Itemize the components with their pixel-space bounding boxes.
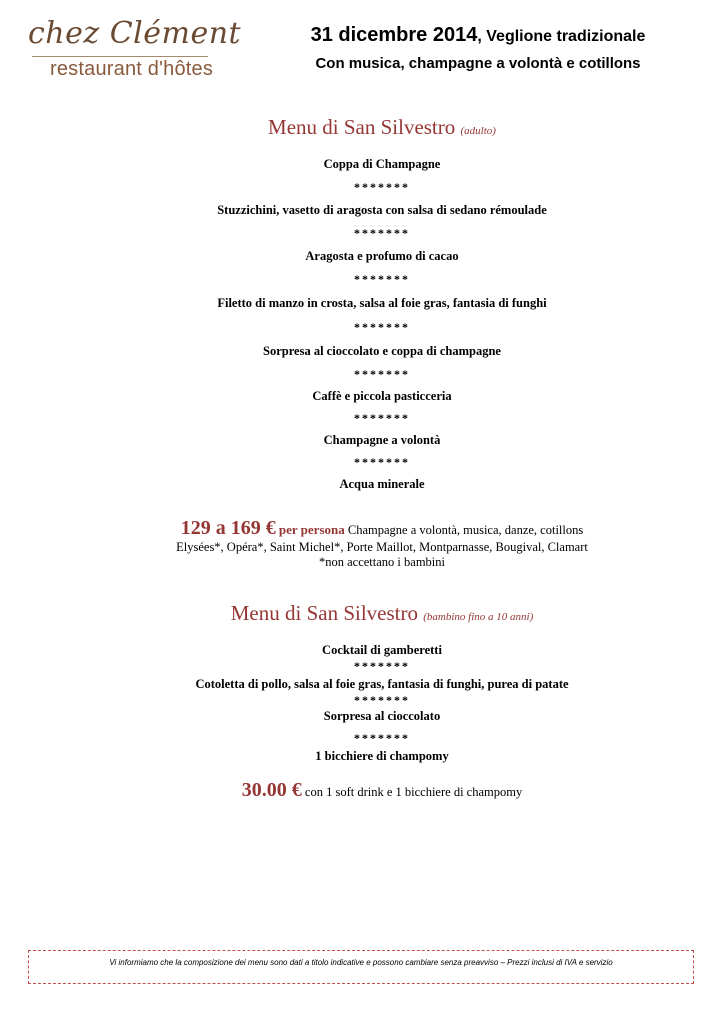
no-children-note: *non accettano i bambini [318, 555, 445, 569]
event-title: Veglione tradizionale [486, 28, 646, 45]
menu-item: Sorpresa al cioccolato e coppa di champagne [263, 344, 501, 358]
footer-disclaimer: Vi informiamo che la composizione dei menu sono dati a titolo indicative e possono cambiare senza preavviso – Prezzi inclusi di IVA e servizio [109, 958, 613, 967]
event-header [258, 22, 698, 76]
adult-menu-title [112, 114, 652, 144]
menu-item: Cocktail di gamberetti [322, 643, 442, 657]
menu-item: Aragosta e profumo di cacao [305, 249, 459, 263]
kids-menu-note: (bambino fino a 10 anni) [423, 611, 534, 623]
logo-divider [32, 56, 208, 57]
logo-script-text: chez Clément [28, 16, 242, 51]
kids-menu [112, 600, 652, 802]
menu-item: Coppa di Champagne [323, 157, 441, 171]
kids-price: 30.00 € [241, 779, 302, 801]
kids-menu-title-text: Menu di San Silvestro [230, 601, 418, 625]
adult-price: 129 a 169 € [180, 517, 276, 539]
locations-list: Elysées*, Opéra*, Saint Michel*, Porte Maillot, Montparnasse, Bougival, Clamart [176, 540, 588, 554]
footer-disclaimer-box [28, 950, 694, 984]
event-date-line [258, 22, 698, 50]
stars-divider: ******* [354, 731, 410, 745]
stars-divider: ******* [354, 272, 410, 286]
menu-item: Caffè e piccola pasticceria [312, 389, 452, 403]
stars-divider: ******* [354, 226, 410, 240]
kids-menu-title [112, 600, 652, 630]
menu-item: Acqua minerale [339, 477, 425, 491]
adult-menu-note: (adulto) [460, 125, 496, 137]
restaurant-logo [28, 16, 242, 86]
stars-divider: ******* [354, 320, 410, 334]
stars-divider: ******* [354, 455, 410, 469]
adult-price-unit: per persona [278, 522, 345, 537]
menu-item: 1 bicchiere di champomy [315, 749, 449, 763]
adult-price-line [112, 518, 652, 540]
kids-price-line [112, 780, 652, 802]
menu-item: Champagne a volontà [323, 433, 441, 447]
menu-item: Stuzzichini, vasetto di aragosta con salsa di sedano rémoulade [217, 203, 547, 217]
stars-divider: ******* [354, 693, 410, 707]
stars-divider: ******* [354, 180, 410, 194]
event-date-separator: , [477, 28, 487, 45]
menu-item: Sorpresa al cioccolato [323, 709, 441, 723]
adult-menu [112, 114, 652, 570]
logo-subtitle: restaurant d'hôtes [50, 58, 214, 80]
stars-divider: ******* [354, 411, 410, 425]
event-date: 31 dicembre 2014 [310, 24, 478, 46]
menu-item: Filetto di manzo in crosta, salsa al foie gras, fantasia di funghi [217, 296, 547, 310]
event-subtitle: Con musica, champagne a volontà e cotillons [315, 55, 641, 72]
stars-divider: ******* [354, 659, 410, 673]
menu-item: Cotoletta di pollo, salsa al foie gras, fantasia di funghi, purea di patate [195, 677, 569, 691]
stars-divider: ******* [354, 367, 410, 381]
kids-price-includes: con 1 soft drink e 1 bicchiere di champomy [304, 785, 523, 799]
adult-price-includes: Champagne a volontà, musica, danze, cotillons [347, 523, 584, 537]
adult-menu-title-text: Menu di San Silvestro [268, 115, 456, 139]
